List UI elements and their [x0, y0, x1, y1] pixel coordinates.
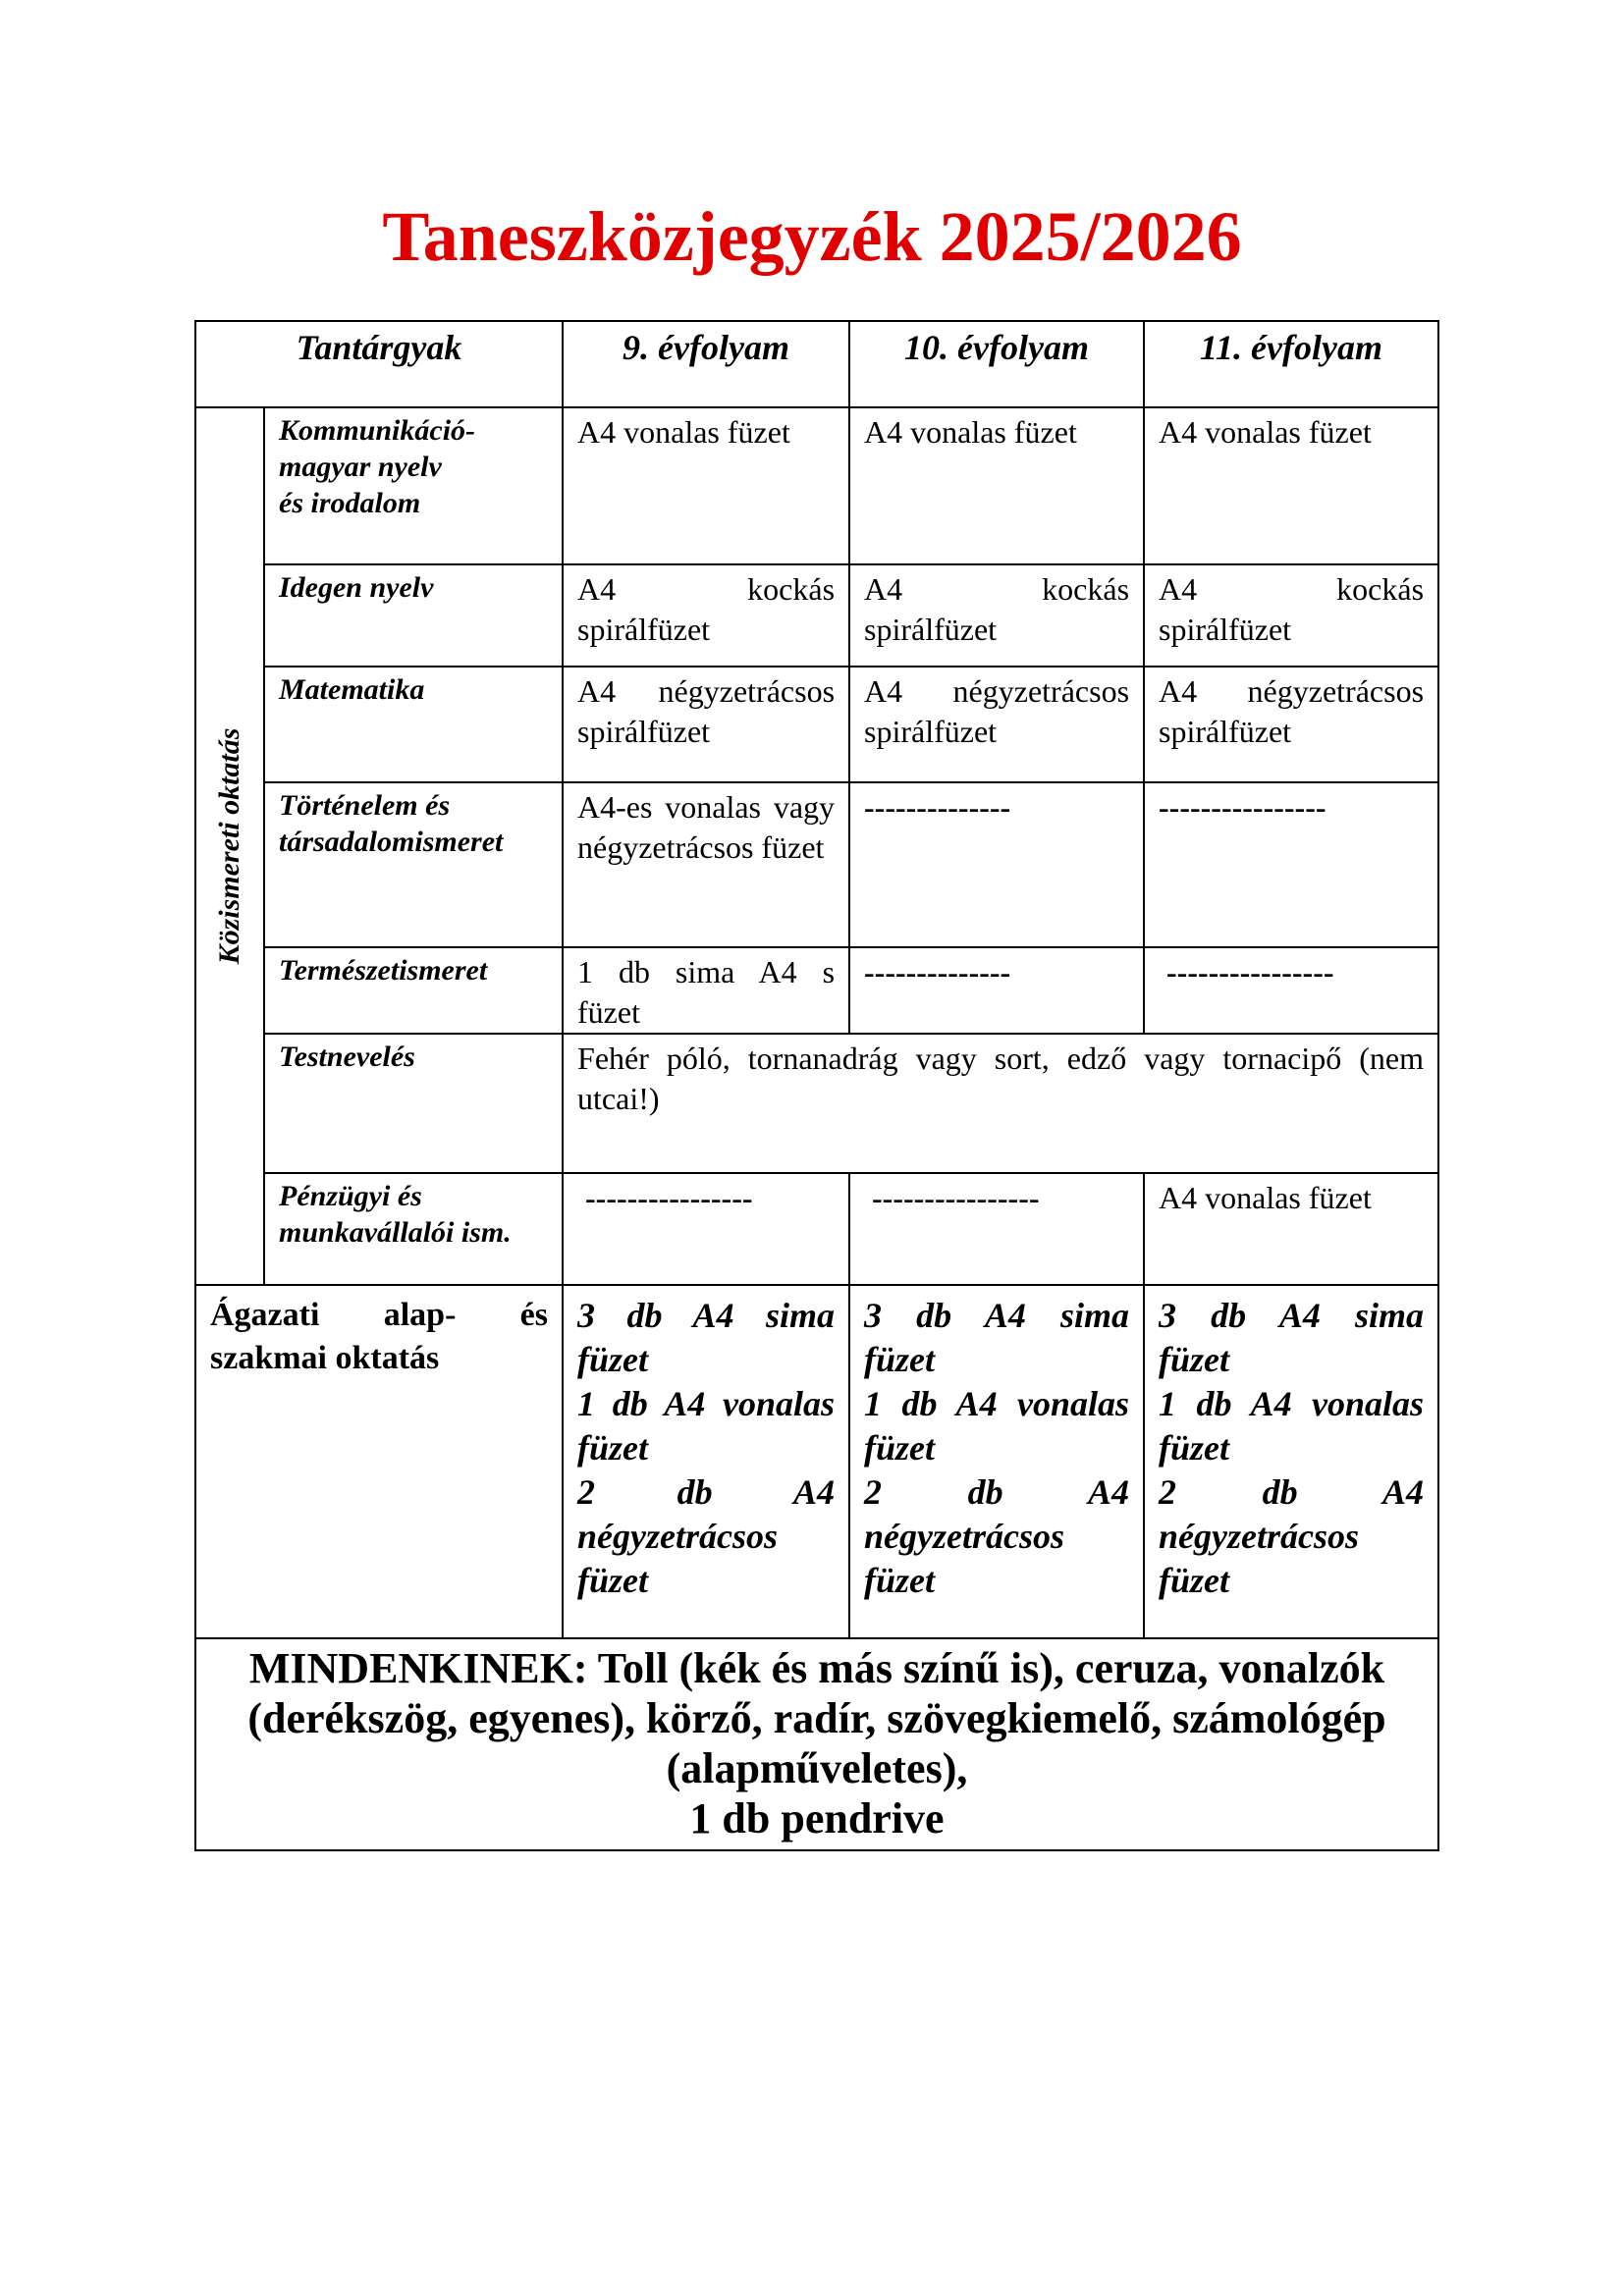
list-item: 1 db A4 vonalas füzet — [1159, 1384, 1425, 1468]
grade-11-cell — [1144, 1285, 1438, 1638]
subject-cell — [264, 947, 563, 1034]
table-row — [195, 782, 1438, 947]
grade-10-cell: ---------------- — [849, 1173, 1144, 1285]
subject-cell — [264, 1173, 563, 1285]
list-item: 3 db A4 sima füzet — [577, 1296, 836, 1379]
kozismereti-label: Közismereti oktatás — [213, 727, 245, 965]
grade-10-cell: -------------- — [849, 947, 1144, 1034]
agazati-label: Ágazati alap- és szakmai oktatás — [195, 1285, 563, 1638]
subject-cell — [264, 667, 563, 782]
subject-cell — [264, 564, 563, 667]
subject-cell — [264, 1034, 563, 1173]
table-row — [195, 1034, 1438, 1173]
subject-cell — [264, 407, 563, 564]
mindenkinek-cell — [195, 1638, 1438, 1850]
list-item: 3 db A4 sima füzet — [1159, 1296, 1425, 1379]
table-row — [195, 667, 1438, 782]
grade-10-cell: -------------- — [849, 782, 1144, 947]
kozismereti-label-cell — [195, 407, 264, 1285]
grade-11-cell: A4 négyzetrácsos spirálfüzet — [1144, 667, 1438, 782]
subject-label: Idegen nyelv — [279, 571, 434, 604]
header-grade-10: 10. évfolyam — [849, 321, 1144, 407]
mindenkinek-row — [195, 1638, 1438, 1850]
grade-10-cell: A4 kockás spirálfüzet — [849, 564, 1144, 667]
grade-11-cell: ---------------- — [1144, 782, 1438, 947]
subject-label: Természetismeret — [279, 954, 488, 987]
table-row — [195, 407, 1438, 564]
header-subjects: Tantárgyak — [195, 321, 563, 407]
mindenkinek-line: MINDENKINEK: Toll (kék és más színű is), ceruza, vonalzók — [248, 1644, 1385, 1692]
list-item: 2 db A4 négyzetrácsos füzet — [577, 1472, 836, 1600]
list-item: 3 db A4 sima füzet — [864, 1296, 1130, 1379]
grade-9-cell: A4-es vonalas vagy négyzetrácsos füzet — [563, 782, 849, 947]
grade-9-cell — [563, 1285, 849, 1638]
subject-cell — [264, 782, 563, 947]
table-row — [195, 564, 1438, 667]
grade-10-cell: A4 vonalas füzet — [849, 407, 1144, 564]
grade-11-cell: A4 kockás spirálfüzet — [1144, 564, 1438, 667]
agazati-row — [195, 1285, 1438, 1638]
grade-10-cell: A4 négyzetrácsos spirálfüzet — [849, 667, 1144, 782]
grade-9-cell: A4 vonalas füzet — [563, 407, 849, 564]
grade-10-cell — [849, 1285, 1144, 1638]
grade-9-cell: A4 kockás spirálfüzet — [563, 564, 849, 667]
table-row — [195, 1173, 1438, 1285]
grade-9-cell: A4 négyzetrácsos spirálfüzet — [563, 667, 849, 782]
supplies-table — [194, 320, 1439, 1851]
subject-label: Matematika — [279, 673, 425, 706]
grade-11-cell: ---------------- — [1144, 947, 1438, 1034]
mindenkinek-line: (alapműveletes), — [666, 1744, 968, 1792]
header-grade-11: 11. évfolyam — [1144, 321, 1438, 407]
table-row — [195, 947, 1438, 1034]
grade-9-cell: ---------------- — [563, 1173, 849, 1285]
page-title: Taneszközjegyzék 2025/2026 — [382, 197, 1242, 276]
header-grade-9: 9. évfolyam — [563, 321, 849, 407]
list-item: 2 db A4 négyzetrácsos füzet — [1159, 1472, 1425, 1600]
header-row — [195, 321, 1438, 407]
subject-label: Testnevelés — [279, 1041, 415, 1073]
subject-label: Pénzügyi és — [279, 1180, 422, 1212]
subject-label: magyar nyelv — [279, 451, 442, 483]
subject-label: munkavállalói ism. — [279, 1216, 512, 1249]
subject-label: Kommunikáció- — [279, 414, 476, 447]
subject-label: társadalomismeret — [279, 826, 504, 858]
mindenkinek-line: (derékszög, egyenes), körző, radír, szövegkiemelő, számológép — [247, 1694, 1386, 1742]
merged-cell: Fehér póló, tornanadrág vagy sort, edző vagy tornacipő (nem utcai!) — [563, 1034, 1438, 1173]
list-item: 1 db A4 vonalas füzet — [577, 1384, 836, 1468]
grade-11-cell: A4 vonalas füzet — [1144, 407, 1438, 564]
subject-label: és irodalom — [279, 487, 421, 519]
list-item: 1 db A4 vonalas füzet — [864, 1384, 1130, 1468]
grade-9-cell: 1 db sima A4 s füzet — [563, 947, 849, 1034]
mindenkinek-line: 1 db pendrive — [689, 1794, 945, 1842]
subject-label: Történelem és — [279, 789, 451, 822]
list-item: 2 db A4 négyzetrácsos füzet — [864, 1472, 1130, 1600]
grade-11-cell: A4 vonalas füzet — [1144, 1173, 1438, 1285]
